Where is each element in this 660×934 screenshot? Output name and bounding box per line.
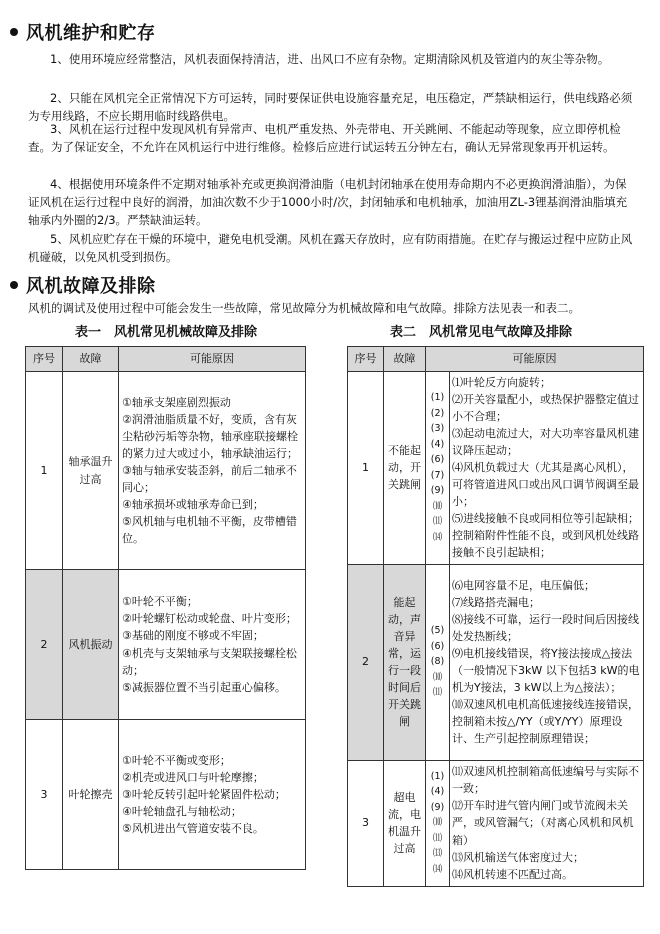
row-causes: ⑹电网容量不足，电压偏低； ⑺线路搭壳漏电； ⑻接线不可靠，运行一段时间后因接线处发热断线； ⑼电机接线错误，将Y接法接成△接法（一般情况下3kW 以下包括3 kW的电机为Y接法，3 kW以上为△接法）； ⑽双速风机电机高低速接线连接错误，控制箱未按△/YY（或Y/YY）原理设计、生产引起控制原理错误； bbox=[450, 564, 644, 760]
table-header-row bbox=[26, 347, 306, 372]
row-causes: ①轴承支架座剧烈振动 ②润滑油脂质量不好，变质，含有灰尘粘砂污垢等杂物，轴承座联接螺栓的紧力过大或过小，轴承缺油运行； ③轴与轴承安装歪斜，前后二轴承不同心； ④轴承损坏或轴承寿命已到； ⑤风机轴与电机轴不平衡，皮带槽错位。 bbox=[119, 372, 306, 570]
table1-caption: 表一 风机常见机械故障及排除 bbox=[74, 325, 257, 340]
row-causes: ①叶轮不平衡或变形； ②机壳或进风口与叶轮摩擦； ③叶轮反转引起叶轮紧固件松动； ④叶轮轴盘孔与轴松动； ⑤风机进出气管道安装不良。 bbox=[119, 720, 306, 870]
table-row bbox=[26, 372, 306, 570]
row-no: 3 bbox=[26, 720, 63, 870]
col-header-no: 序号 bbox=[348, 347, 384, 372]
row-no: 3 bbox=[348, 760, 384, 886]
row-cause-refs: (5) (6) (8) ⑽ ⑾ bbox=[426, 564, 450, 760]
row-causes: ⑾双速风机控制箱高低速编号与实际不一致； ⑿开车时进气管内闸门或节流阀未关严，或风管漏气；（对离心风机和风机箱） ⒀风机输送气体密度过大； ⒁风机转速不匹配过高。 bbox=[450, 760, 644, 886]
col-header-no: 序号 bbox=[26, 347, 63, 372]
bullet-icon bbox=[10, 281, 18, 289]
row-fault: 不能起动，开关跳闸 bbox=[384, 372, 426, 565]
table-row bbox=[348, 760, 644, 886]
row-fault: 能起动，声音异常，运行一段时间后开关跳闸 bbox=[384, 564, 426, 760]
row-fault: 叶轮擦壳 bbox=[63, 720, 119, 870]
bullet-icon bbox=[10, 28, 18, 36]
paragraph-5: 5、风机应贮存在干燥的环境中，避免电机受潮。风机在露天存放时，应有防雨措施。在贮存与搬运过程中应防止风机碰破，以免风机受到损伤。 bbox=[28, 232, 633, 264]
paragraph-3: 3、风机在运行过程中发现风机有异常声、电机严重发热、外壳带电、开关跳闸、不能起动等现象，应立即停机检查。为了保证安全，不允许在风机运行中进行维修。检修后应进行试运转五分钟左右，确认无异常现象再开机运转。 bbox=[28, 122, 621, 154]
paragraph-1: 1、使用环境应经常整洁，风机表面保持清洁，进、出风口不应有杂物。定期清除风机及管道内的灰尘等杂物。 bbox=[50, 52, 610, 66]
row-fault: 超电流，电机温升过高 bbox=[384, 760, 426, 886]
row-fault: 轴承温升过高 bbox=[63, 372, 119, 570]
row-no: 2 bbox=[26, 570, 63, 720]
table-row bbox=[26, 570, 306, 720]
col-header-fault: 故障 bbox=[63, 347, 119, 372]
row-causes: ①叶轮不平衡； ②叶轮螺钉松动或轮盘、叶片变形； ③基础的刚度不够或不牢固； ④机壳与支架轴承与支架联接螺栓松动； ⑤减振器位置不当引起重心偏移。 bbox=[119, 570, 306, 720]
table2-caption: 表二 风机常见电气故障及排除 bbox=[389, 325, 572, 340]
table2 bbox=[347, 346, 644, 887]
table1 bbox=[25, 346, 306, 870]
row-no: 1 bbox=[348, 372, 384, 565]
table-row bbox=[348, 564, 644, 760]
table-row bbox=[26, 720, 306, 870]
intro-paragraph: 风机的调试及使用过程中可能会发生一些故障，常见故障分为机械故障和电气故障。排除方法见表一和表二。 bbox=[28, 301, 580, 315]
section-heading-troubleshooting bbox=[10, 276, 156, 298]
table-header-row bbox=[348, 347, 644, 372]
row-causes: ⑴叶轮反方向旋转； ⑵开关容量配小，或热保护器整定值过小不合理； ⑶起动电流过大，对大功率容量风机建议降压起动； ⑷风机负载过大（尤其是离心风机），可将管道进风口或出风口调节阀调至最小； ⑸进线接触不良或同相位等引起缺相；控制箱附件性能不良，或到风机处线路接触不良引起缺相； bbox=[450, 372, 644, 565]
row-cause-refs: (1) (2) (3) (4) (6) (7) (9) ⑽ ⑾ ⒁ bbox=[426, 372, 450, 565]
paragraph-2: 2、只能在风机完全正常情况下方可运转，同时要保证供电设施容量充足，电压稳定，严禁缺相运行，供电线路必须为专用线路，不应长期用临时线路供电。 bbox=[28, 91, 633, 123]
col-header-fault: 故障 bbox=[384, 347, 426, 372]
col-header-causes: 可能原因 bbox=[426, 347, 644, 372]
row-cause-refs: (1) (4) (9) ⑽ ⑾ ⒀ ⒁ bbox=[426, 760, 450, 886]
table-row bbox=[348, 372, 644, 565]
col-header-causes: 可能原因 bbox=[119, 347, 306, 372]
row-fault: 风机振动 bbox=[63, 570, 119, 720]
section-heading-maintenance bbox=[10, 23, 156, 45]
section-title: 风机维护和贮存 bbox=[26, 23, 156, 44]
section-title: 风机故障及排除 bbox=[26, 276, 156, 297]
paragraph-4: 4、根据使用环境条件不定期对轴承补充或更换润滑油脂（电机封闭轴承在使用寿命期内不必更换润滑油脂），为保证风机在运行过程中良好的润滑，加油次数不少于1000小时/次，封闭轴承和电机轴承，加油用ZL-3锂基润滑油脂填充轴承内外圈的2/3。严禁缺油运转。 bbox=[28, 177, 628, 227]
row-no: 2 bbox=[348, 564, 384, 760]
row-no: 1 bbox=[26, 372, 63, 570]
